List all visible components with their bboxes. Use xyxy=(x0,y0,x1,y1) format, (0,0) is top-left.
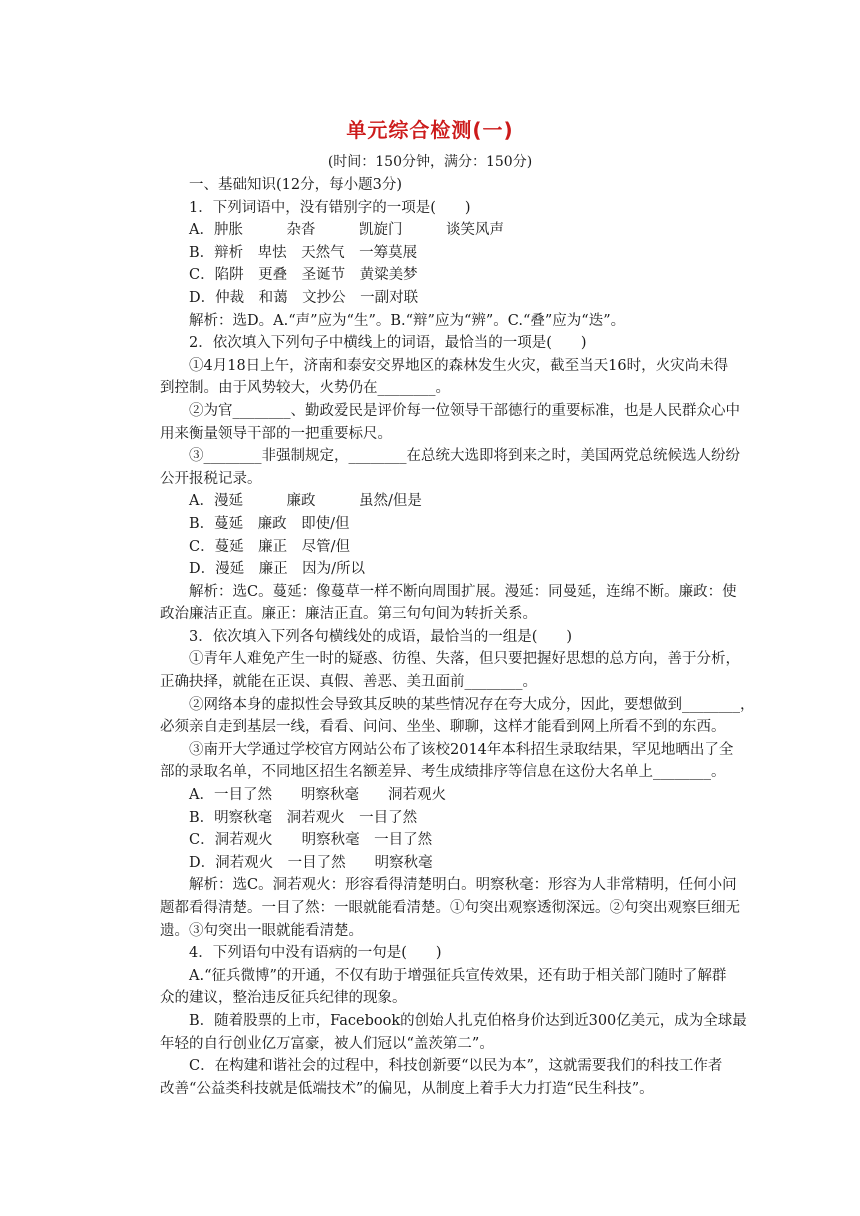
section-heading: 一、基础知识(12分，每小题3分) xyxy=(189,177,402,193)
answer-explanation: 题都看得清楚。一目了然：一眼就能看清楚。①句突出观察透彻深远。②句突出观察巨细无 xyxy=(160,900,740,916)
question-sentence: ①青年人难免产生一时的疑惑、彷徨、失落，但只要把握好思想的总方向，善于分析， xyxy=(189,651,740,668)
option: C．蔓延 廉正 尽管/但 xyxy=(189,538,350,555)
option: B．辩析 卑怯 天然气 一筹莫展 xyxy=(189,244,418,261)
option: A．肿胀 杂沓 凯旋门 谈笑风声 xyxy=(189,222,504,239)
answer-explanation: 解析：选D。A.“声”应为“生”。B.“辩”应为“辨”。C.“叠”应为“迭”。 xyxy=(189,312,626,329)
option: C．洞若观火 明察秋毫 一目了然 xyxy=(189,832,433,849)
exam-time-info: (时间：150分钟，满分：150分) xyxy=(327,154,533,170)
option: B．明察秋毫 洞若观火 一目了然 xyxy=(189,809,418,826)
question-sentence: ③________非强制规定，________在总统大选即将到来之时，美国两党总统候选人纷纷 xyxy=(189,448,740,465)
question-sentence: 正确抉择，就能在正误、真假、善恶、美丑面前________。 xyxy=(160,674,537,691)
question-stem: 3．依次填入下列各句横线处的成语，最恰当的一组是( ) xyxy=(189,628,573,645)
question-sentence: ③南开大学通过学校官方网站公布了该校2014年本科招生录取结果，罕见地晒出了全 xyxy=(189,741,734,758)
option: 改善“公益类科技就是低端技术”的偏见，从制度上着手大力打造“民生科技”。 xyxy=(160,1080,654,1097)
option: A．一目了然 明察秋毫 洞若观火 xyxy=(189,787,446,804)
question-sentence: 到控制。由于风势较大，火势仍在________。 xyxy=(160,380,450,397)
answer-explanation: 解析：选C。蔓延：像蔓草一样不断向周围扩展。漫延：同曼延，连绵不断。廉政：使 xyxy=(189,583,737,600)
question-stem: 1．下列词语中，没有错别字的一项是( ) xyxy=(189,199,471,216)
question-stem: 4．下列语句中没有语病的一句是( ) xyxy=(189,945,442,962)
question-sentence: ①4月18日上午，济南和泰安交界地区的森林发生火灾，截至当天16时，火灾尚未得 xyxy=(189,357,729,374)
answer-explanation: 解析：选C。洞若观火：形容看得清楚明白。明察秋毫：形容为人非常精明，任何小问 xyxy=(189,877,737,894)
option: A.“征兵微博”的开通，不仅有助于增强征兵宣传效果，还有助于相关部门随时了解群 xyxy=(189,967,727,984)
question-sentence: 部的录取名单，不同地区招生名额差异、考生成绩排序等信息在这份大名单上________。 xyxy=(160,764,726,781)
question-sentence: 用来衡量领导干部的一把重要标尺。 xyxy=(160,425,392,442)
answer-explanation: 遗。③句突出一眼就能看清楚。 xyxy=(160,922,363,939)
page-title: 单元综合检测(一) xyxy=(346,118,514,142)
question-sentence: 必须亲自走到基层一线，看看、问问、坐坐、聊聊，这样才能看到网上所看不到的东西。 xyxy=(160,719,726,736)
option: D．洞若观火 一目了然 明察秋毫 xyxy=(189,854,433,871)
option: D．漫延 廉正 因为/所以 xyxy=(189,561,366,578)
question-sentence: ②为官________、勤政爱民是评价每一位领导干部德行的重要标准，也是人民群众心中 xyxy=(189,402,740,419)
option: C．陷阱 更叠 圣诞节 黄粱美梦 xyxy=(189,267,418,284)
option: D．仲裁 和蔼 文抄公 一副对联 xyxy=(189,289,419,306)
option: B．蔓延 廉政 即使/但 xyxy=(189,515,350,532)
option: C．在构建和谐社会的过程中，科技创新要“以民为本”，这就需要我们的科技工作者 xyxy=(189,1058,723,1075)
option: B．随着股票的上市，Facebook的创始人扎克伯格身价达到近300亿美元，成为全球最 xyxy=(189,1012,747,1029)
option: 年轻的自行创业亿万富豪，被人们冠以“盖茨第二”。 xyxy=(160,1035,494,1052)
question-stem: 2．依次填入下列句子中横线上的词语，最恰当的一项是( ) xyxy=(189,335,587,352)
document-body xyxy=(160,174,755,1100)
question-sentence: 公开报税记录。 xyxy=(160,470,262,487)
option: 众的建议，整治违反征兵纪律的现象。 xyxy=(160,990,407,1007)
option: A．漫延 廉政 虽然/但是 xyxy=(189,493,422,510)
answer-explanation: 政治廉洁正直。廉正：廉洁正直。第三句句间为转折关系。 xyxy=(160,606,537,623)
question-sentence: ②网络本身的虚拟性会导致其反映的某些情况存在夸大成分，因此，要想做到________， xyxy=(189,696,755,713)
